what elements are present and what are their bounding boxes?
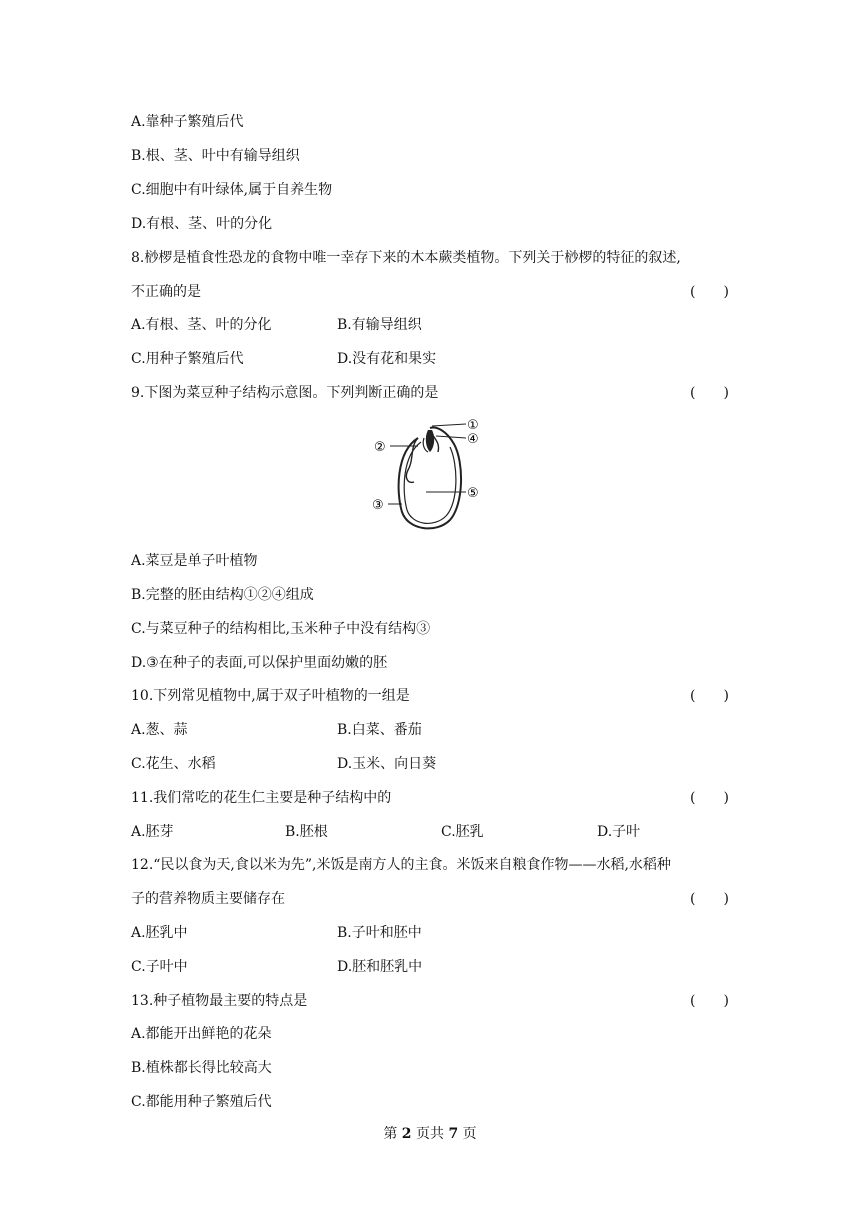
- footer-prefix: 第: [383, 1126, 398, 1142]
- q10-option-b: B.白菜、番茄: [337, 722, 422, 738]
- q12-option-b: B.子叶和胚中: [337, 925, 422, 941]
- q12-stem-line1: 12.“民以食为天,食以米为先”,米饭是南方人的主食。米饭来自粮食作物——水稻,水稻种: [131, 857, 671, 873]
- label-4: ④: [467, 432, 479, 447]
- q10-answer-blank: ( ): [690, 688, 729, 704]
- q13-option-a: A.都能开出鲜艳的花朵: [131, 1026, 272, 1042]
- label-1: ①: [467, 418, 479, 433]
- q12-option-d: D.胚和胚乳中: [337, 959, 423, 975]
- page-total: 7: [448, 1126, 459, 1142]
- q8-answer-blank: ( ): [690, 284, 729, 300]
- q10-option-c: C.花生、水稻: [131, 756, 216, 772]
- q11-stem: 11.我们常吃的花生仁主要是种子结构中的: [131, 790, 392, 806]
- q8-stem-line1: 8.桫椤是植食性恐龙的食物中唯一幸存下来的木本蕨类植物。下列关于桫椤的特征的叙述,: [131, 250, 681, 266]
- q12-answer-blank: ( ): [690, 891, 729, 907]
- q12-stem-line2: 子的营养物质主要储存在: [131, 891, 285, 907]
- label-5: ⑤: [467, 486, 479, 501]
- q8-option-d: D.没有花和果实: [337, 351, 437, 367]
- q11-option-b: B.胚根: [285, 824, 328, 840]
- q9-option-c: C.与菜豆种子的结构相比,玉米种子中没有结构③: [131, 621, 431, 637]
- page-footer: [0, 1124, 860, 1144]
- q12-option-c: C.子叶中: [131, 959, 188, 975]
- page-number: 2: [401, 1126, 412, 1142]
- q12-option-a: A.胚乳中: [131, 925, 188, 941]
- q13-option-b: B.植株都长得比较高大: [131, 1060, 272, 1076]
- q7-option-c: C.细胞中有叶绿体,属于自养生物: [131, 182, 333, 198]
- q7-option-d: D.有根、茎、叶的分化: [131, 216, 273, 232]
- q10-option-a: A.葱、蒜: [131, 722, 188, 738]
- q9-option-b: B.完整的胚由结构①②④组成: [131, 587, 314, 603]
- bean-seed-diagram: [366, 412, 496, 538]
- q9-answer-blank: ( ): [690, 385, 729, 401]
- q13-answer-blank: ( ): [690, 993, 729, 1009]
- q7-option-a: A.靠种子繁殖后代: [131, 114, 244, 130]
- label-3: ③: [372, 498, 384, 513]
- q11-option-d: D.子叶: [597, 824, 641, 840]
- q11-answer-blank: ( ): [690, 790, 729, 806]
- q11-option-c: C.胚乳: [441, 824, 484, 840]
- q8-option-b: B.有输导组织: [337, 317, 422, 333]
- q10-option-d: D.玉米、向日葵: [337, 756, 437, 772]
- q13-option-c: C.都能用种子繁殖后代: [131, 1094, 272, 1110]
- q9-option-d: D.③在种子的表面,可以保护里面幼嫩的胚: [131, 655, 388, 671]
- q9-option-a: A.菜豆是单子叶植物: [131, 553, 258, 569]
- label-2: ②: [374, 440, 386, 455]
- q8-stem-line2: 不正确的是: [131, 284, 201, 300]
- q8-option-c: C.用种子繁殖后代: [131, 351, 244, 367]
- q9-stem: 9.下图为菜豆种子结构示意图。下列判断正确的是: [131, 385, 439, 401]
- footer-middle: 页共: [416, 1126, 444, 1142]
- q13-stem: 13.种子植物最主要的特点是: [131, 993, 308, 1009]
- q11-option-a: A.胚芽: [131, 824, 174, 840]
- footer-suffix: 页: [462, 1126, 477, 1142]
- q10-stem: 10.下列常见植物中,属于双子叶植物的一组是: [131, 688, 410, 704]
- q7-option-b: B.根、茎、叶中有输导组织: [131, 148, 300, 164]
- q8-option-a: A.有根、茎、叶的分化: [131, 317, 272, 333]
